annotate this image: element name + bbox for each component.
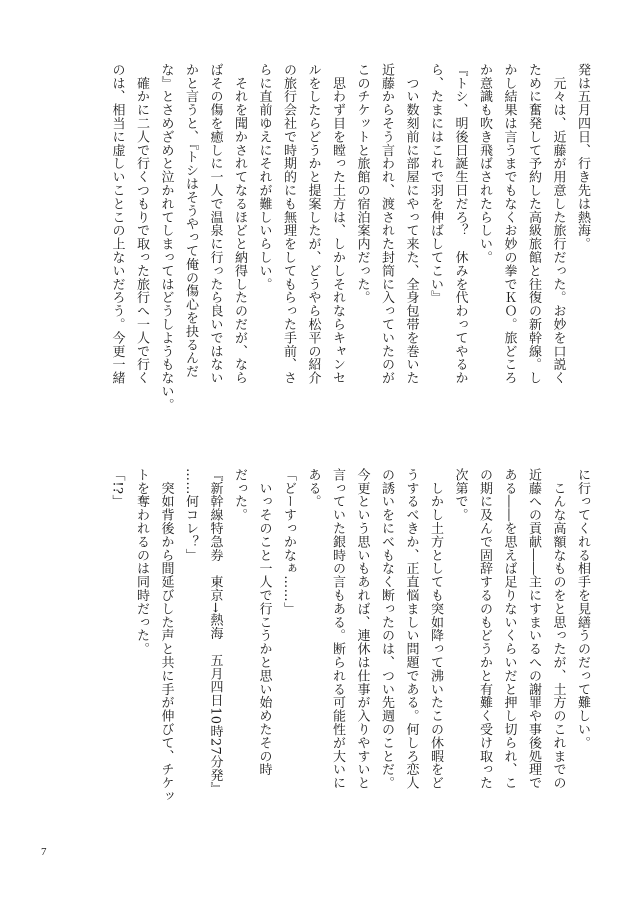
- text-line: うするべきか、正直悩ましい問題である。何しろ恋人: [403, 468, 419, 790]
- text-line: しかし土方としても突如降って沸いたこの休暇をど: [428, 468, 443, 790]
- lower-text-block: [74, 468, 594, 863]
- text-line: 「どーすっかなぁ……」: [281, 468, 296, 616]
- text-line: だった。: [232, 468, 247, 522]
- text-line: 次第で。: [452, 468, 468, 522]
- text-line: な』とさめざめと泣かれてしまってはどうしようもない。: [158, 63, 174, 412]
- text-line: か意識も吹き飛ばされたらしい。: [477, 63, 492, 264]
- text-line: ……何コレ？」: [183, 468, 198, 562]
- text-line: のは、相当に虚しいことこの上ないだろう。今更一緒: [109, 63, 125, 385]
- text-line: つい数刻前に部屋にやって来た、全身包帯を巻いた: [403, 63, 419, 385]
- text-line: の期に及んで固辞するのもどうかと有難く受け取った: [477, 468, 492, 790]
- text-line: かと言うと、『トシはそうやって俺の傷心を抉るんだ: [183, 63, 198, 379]
- text-line: 『トシ、明後日誕生日だろ？ 休みを代わってやるか: [452, 63, 468, 385]
- text-line: 確かに二人で行くつもりで取った旅行へ一人で行く: [134, 63, 149, 385]
- text-line: 近藤からそう言われ、渡された封筒に入っていたのが: [379, 63, 394, 385]
- text-line: の旅行会社で時期的にも無理をしてもらった手前、さ: [281, 63, 296, 385]
- text-line: 言っていた銀時の言もある。断られる可能性が大いに: [330, 468, 345, 790]
- text-line: かし結果は言うまでもなくお妙の拳でＫＯ。旅どころ: [501, 63, 517, 385]
- text-line: 『新幹線特急券 東京→熱海 五月四日10時27分発』: [207, 468, 223, 796]
- text-line: 突如背後から間延びした声と共に手が伸びて、チケッ: [158, 468, 174, 803]
- text-line: に行ってくれる相手を見繕うのだって難しい。: [575, 468, 590, 750]
- text-line: ために奮発して予約した高級旅館と往復の新幹線。し: [526, 63, 541, 385]
- text-line: ばその傷を癒しに一人で温泉に行ったら良いではない: [207, 63, 223, 385]
- text-line: こんな高額なものをと思ったが、土方のこれまでの: [550, 468, 566, 790]
- text-line: トを奪われるのは同時だった。: [134, 468, 149, 656]
- text-line: このチケットと旅館の宿泊案内だった。: [354, 63, 370, 305]
- text-line: らに直前ゆえにそれが難しいらしい。: [256, 63, 272, 291]
- text-line: ある――を思えば足りないくらいだと押し切られ、こ: [501, 468, 517, 790]
- text-line: 思わず目を瞠った土方は、しかしそれならキャンセ: [330, 63, 345, 385]
- text-line: ある。: [305, 468, 321, 509]
- text-line: 「!?」: [109, 468, 125, 508]
- text-line: 元々は、近藤が用意した旅行だった。お妙を口説く: [550, 63, 566, 385]
- text-line: それを聞かされてなるほどと納得したのだが、なら: [232, 63, 247, 385]
- text-line: 近藤への貢献――主にすまいるへの謝罪や事後処理で: [526, 468, 541, 790]
- text-line: の誘いをにべもなく断ったのは、つい先週のことだ。: [379, 468, 394, 790]
- page-number: 7: [41, 846, 47, 858]
- text-line: 今更という思いもあれば、連休は仕事が入りやすいと: [354, 468, 370, 790]
- upper-text-block: [74, 63, 594, 443]
- text-line: ルをしたらどうかと提案したが、どうやら松平の紹介: [305, 63, 321, 385]
- text-line: ら、たまにはこれで羽を伸ばしてこい』: [428, 63, 443, 305]
- text-line: 発は五月四日、行き先は熱海。: [575, 63, 590, 251]
- text-line: いっそのこと一人で行こうかと思い始めたその時: [256, 468, 272, 777]
